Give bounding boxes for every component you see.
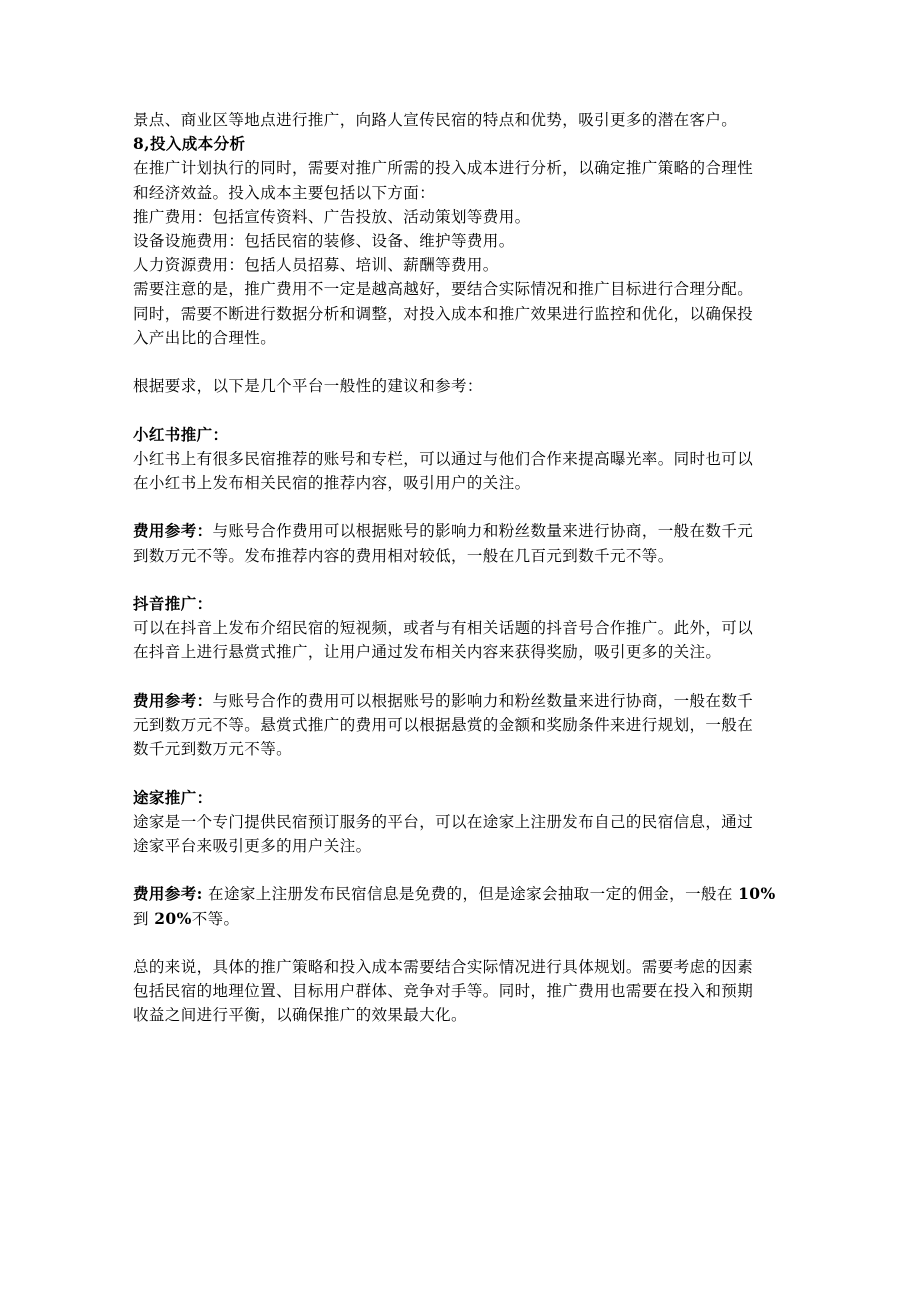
tujia-cost: 费用参考: 在途家上注册发布民宿信息是免费的，但是途家会抽取一定的佣金，一般在 10% <box>133 884 776 904</box>
douyin-line: 可以在抖音上发布介绍民宿的短视频，或者与有相关话题的抖音号合作推广。此外，可以 <box>133 619 754 638</box>
douyin-cost-line: 元到数万元不等。悬赏式推广的费用可以根据悬赏的金额和奖励条件来进行规划，一般在 <box>133 716 754 734</box>
section-8-line: 需要注意的是，推广费用不一定是越高越好，要结合实际情况和推广目标进行合理分配。 <box>133 280 754 299</box>
conclusion-line: 包括民宿的地理位置、目标用户群体、竞争对手等。同时，推广费用也需要在投入和预期 <box>133 982 754 1001</box>
tujia-title: 途家推广： <box>133 787 213 807</box>
document-body <box>133 108 803 1028</box>
section-8-line: 设备设施费用：包括民宿的装修、设备、维护等费用。 <box>133 232 515 251</box>
xiaohongshu-line: 在小红书上发布相关民宿的推荐内容，吸引用户的关注。 <box>133 474 531 493</box>
intro-tail: 景点、商业区等地点进行推广，向路人宣传民宿的特点和优势，吸引更多的潜在客户。 <box>133 111 738 129</box>
cost-label: 费用参考： <box>133 521 213 541</box>
tujia-line: 途家是一个专门提供民宿预订服务的平台，可以在途家上注册发布自己的民宿信息，通过 <box>133 812 754 831</box>
xiaohongshu-cost-line: 到数万元不等。发布推荐内容的费用相对较低，一般在几百元到数千元不等。 <box>133 546 674 565</box>
section-8-line: 同时，需要不断进行数据分析和调整，对投入成本和推广效果进行监控和优化，以确保投 <box>133 304 754 323</box>
tujia-cost-line: 到 20%不等。 <box>133 908 240 928</box>
tujia-line: 途家平台来吸引更多的用户关注。 <box>133 837 372 855</box>
conclusion-line: 收益之间进行平衡，以确保推广的效果最大化。 <box>133 1006 467 1025</box>
section-8-line: 和经济效益。投入成本主要包括以下方面： <box>133 183 436 202</box>
section-8-line: 入产出比的合理性。 <box>133 328 277 347</box>
section-8-line: 推广费用：包括宣传资料、广告投放、活动策划等费用。 <box>133 207 531 226</box>
platforms-intro: 根据要求，以下是几个平台一般性的建议和参考： <box>133 377 483 396</box>
douyin-line: 在抖音上进行悬赏式推广，让用户通过发布相关内容来获得奖励，吸引更多的关注。 <box>133 643 722 662</box>
section-8-line: 人力资源费用：包括人员招募、培训、薪酬等费用。 <box>133 256 499 275</box>
xiaohongshu-cost: 费用参考：与账号合作费用可以根据账号的影响力和粉丝数量来进行协商，一般在数千元 <box>133 521 754 541</box>
douyin-title: 抖音推广： <box>133 594 213 613</box>
section-8-heading: 8,投入成本分析 <box>133 134 246 154</box>
xiaohongshu-title: 小红书推广： <box>133 424 229 444</box>
conclusion-line: 总的来说，具体的推广策略和投入成本需要结合实际情况进行具体规划。需要考虑的因素 <box>133 957 754 976</box>
cost-label: 费用参考: <box>133 884 203 904</box>
xiaohongshu-line: 小红书上有很多民宿推荐的账号和专栏，可以通过与他们合作来提高曝光率。同时也可以 <box>133 449 754 468</box>
douyin-cost-line: 数千元到数万元不等。 <box>133 740 293 759</box>
section-8-line: 在推广计划执行的同时，需要对推广所需的投入成本进行分析，以确定推广策略的合理性 <box>133 159 754 178</box>
douyin-cost: 费用参考：与账号合作的费用可以根据账号的影响力和粉丝数量来进行协商，一般在数千 <box>133 690 754 710</box>
cost-label: 费用参考： <box>133 690 213 710</box>
